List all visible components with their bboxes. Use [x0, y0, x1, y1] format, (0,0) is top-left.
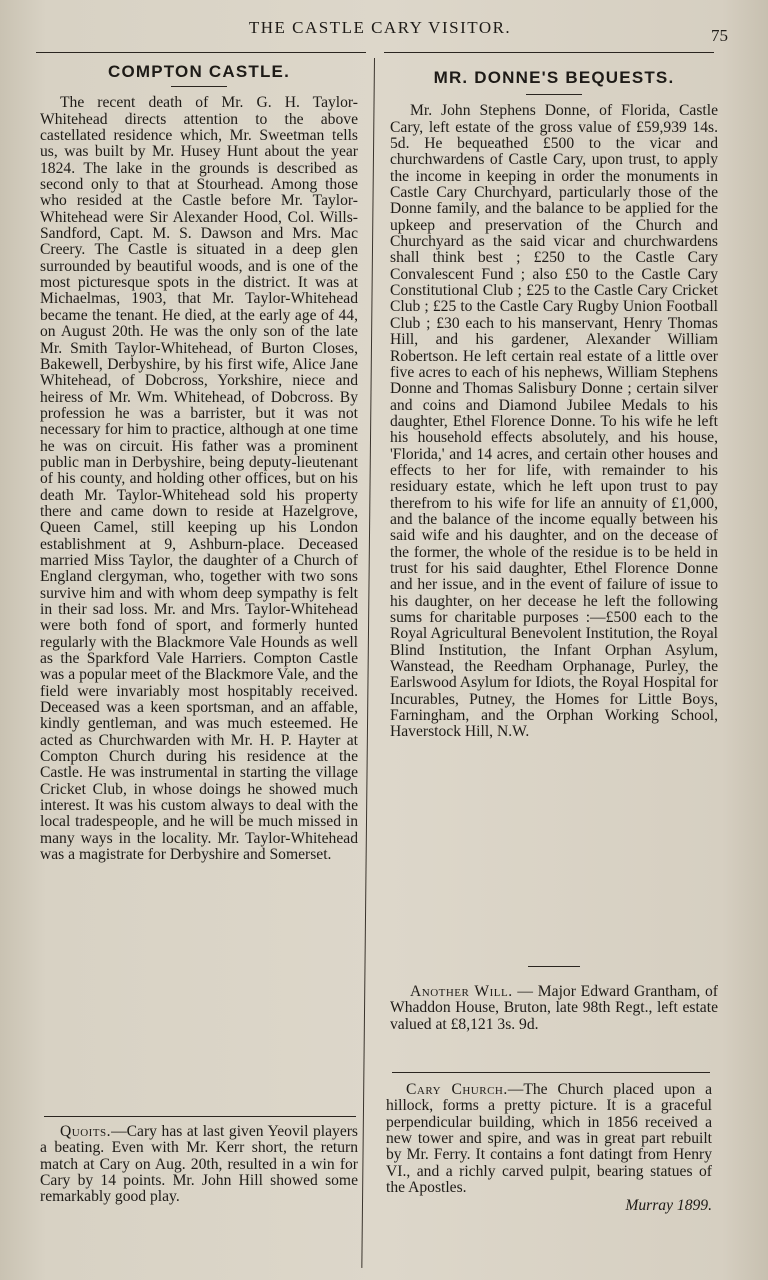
another-will-section — [390, 984, 718, 1033]
another-will-body: — Major Edward Grantham, of Whaddon House, Bruton, late 98th Regt., left estate valued at £8,121 3s. 9d. — [390, 983, 719, 1033]
quoits-rule — [44, 1116, 356, 1117]
right-column — [390, 70, 718, 741]
left-column — [40, 64, 358, 864]
cary-church-body: —The Church placed upon a hillock, forms a pretty picture. It is a graceful perpendicular building, which in 1856 received a new tower and spire, and was in great part rebuilt by Mr. Ferry. It contains a font datingt from Henry VI., and a richly carved pulpit, bearing statues of the Apostles. — [386, 1081, 712, 1197]
cary-church-rule — [392, 1072, 710, 1073]
cary-church-signature: Murray 1899. — [625, 1197, 712, 1215]
header-rule-left — [36, 52, 366, 53]
title-rule — [171, 86, 227, 87]
donne-bequests-body: Mr. John Stephens Donne, of Florida, Castle Cary, left estate of the gross value of £59,939 14s. 5d. He bequeathed £500 to the vicar and churchwardens of Castle Cary, upon trust, to apply the income in keeping in order the monuments in Castle Cary Churchyard, particularly those of the Donne family, and the balance to be applied for the upkeep and preservation of the Church and Churchyard as the said vicar and churchwardens shall think best ; £250 to the Castle Cary Convalescent Fund ; also £50 to the Castle Cary Constitutional Club ; £25 to the Castle Cary Cricket Club ; £25 to the Castle Cary Rugby Union Football Club ; £30 each to his manservant, Henry Thomas Hill, and his gardener, Alexander William Robertson. He left certain real estate of a little over five acres to each of his nephews, William Stephens Donne and Thomas Salisbury Donne ; certain silver and coins and Diamond Jubilee Medals to his daughter, Ethel Florence Donne. To his wife he left his household effects absolutely, and his house, 'Florida,' and 14 acres, and certain other houses and effects to her for life, with remainder to his residuary estate, which he left upon trust to pay therefrom to his wife for life an annuity of £1,000, and the balance of the income equally between his said wife and his daughter, and on the decease of the former, the whole of the residue is to be held in trust for his said daughter, Ethel Florence Donne and her issue, and in the event of failure of issue to his daughter, on her decease he left the following sums for charitable purposes :—£500 each to the Royal Agricultural Benevolent Institution, the Royal Blind Institution, the Infant Orphan Asylum, Wanstead, the Reedham Orphanage, Purley, the Earlswood Asylum for Idiots, the Royal Hospital for Incurables, Putney, the Homes for Little Boys, Farningham, and the Orphan Working School, Haverstock Hill, N.W. — [390, 102, 718, 741]
quoits-section — [40, 1124, 358, 1206]
another-will-paragraph — [390, 984, 718, 1033]
quoits-lead: Quoits. — [60, 1123, 112, 1140]
cary-church-lead: Cary Church. — [406, 1081, 508, 1098]
cary-church-section — [386, 1082, 712, 1215]
another-will-rule — [528, 966, 580, 967]
page-number: 75 — [711, 26, 728, 45]
running-head — [0, 16, 768, 46]
title-rule — [526, 94, 582, 95]
donne-bequests-title: MR. DONNE'S BEQUESTS. — [433, 68, 675, 87]
quoits-body: —Cary has at last given Yeovil players a beating. Even with Mr. Kerr short, the return match at Cary on Aug. 20th, resulted in a win for Cary by 14 points. Mr. John Hill showed some remarkably good play. — [40, 1123, 358, 1206]
running-title: THE CASTLE CARY VISITOR. — [248, 18, 512, 37]
quoits-paragraph — [40, 1124, 358, 1206]
cary-church-paragraph — [386, 1082, 712, 1196]
another-will-lead: Another Will. — [410, 983, 513, 1000]
column-divider — [361, 58, 375, 1268]
compton-castle-title: COMPTON CASTLE. — [107, 62, 291, 81]
compton-castle-body: The recent death of Mr. G. H. Taylor-Whitehead directs attention to the above castellated residence which, Mr. Sweetman tells us, was built by Mr. Husey Hunt about the year 1824. The lake in the grounds is described as second only to that at Stourhead. Among those who resided at the Castle before Mr. Taylor-Whitehead were Sir Alexander Hood, Col. Wills-Sandford, Capt. M. S. Dawson and Mrs. Mac Creery. The Castle is situated in a deep glen surrounded by beautiful woods, and is one of the most picturesque spots in the district. It was at Michaelmas, 1903, that Mr. Taylor-Whitehead became the tenant. He died, at the early age of 44, on August 20th. He was the only son of the late Mr. Smith Taylor-Whitehead, of Burton Closes, Bakewell, Derbyshire, by his first wife, Alice Jane Whitehead, of Dobcross, Yorkshire, niece and heiress of Mr. Wm. Whitehead, of Dobcross. By profession he was a barrister, but it was not necessary for him to practice, although at one time he was on circuit. His father was a prominent public man in Derbyshire, being deputy-lieutenant of his county, and holding other offices, but on his death Mr. Taylor-Whitehead sold his property there and came down to reside at Hazelgrove, Queen Camel, still keeping up his London establishment at 9, Ashburn-place. Deceased married Miss Taylor, the daughter of a Church of England clergyman, who, together with two sons survive him and with whom deep sympathy is felt in their sad loss. Mr. and Mrs. Taylor-Whitehead were both fond of sport, and formerly hunted regularly with the Blackmore Vale Hounds as well as the Sparkford Vale Harriers. Compton Castle was a popular meet of the Blackmore Vale, and the field were invariably most hospitably received. Deceased was a keen sportsman, and an affable, kindly gentleman, and was much esteemed. He acted as Churchwarden with Mr. H. P. Hayter at Compton Church during his residence at the Castle. He was instrumental in starting the village Cricket Club, in whose doings he showed much interest. It was his custom always to deal with the local tradespeople, and he will be much missed in many ways in the locality. Mr. Taylor-Whitehead was a magistrate for Derbyshire and Somerset. — [40, 94, 358, 864]
header-rule-right — [384, 52, 714, 53]
